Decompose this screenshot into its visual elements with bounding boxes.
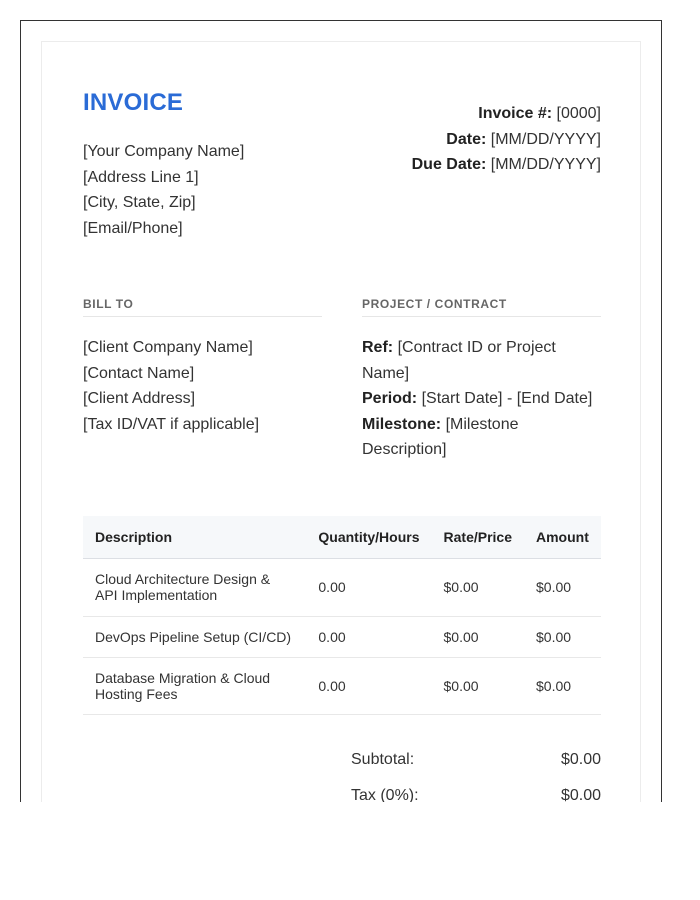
invoice-number-value: [0000] [556, 105, 601, 122]
row-description: Cloud Architecture Design & API Implementation [83, 558, 306, 616]
subtotal-value: $0.00 [560, 751, 601, 768]
row-amount: $0.00 [524, 657, 601, 714]
invoice-number-label: Invoice #: [478, 105, 553, 122]
invoice-header [83, 89, 601, 249]
project-period-label: Period: [362, 390, 418, 408]
bill-to-block [83, 297, 322, 437]
table-row [83, 558, 601, 616]
invoice-due-row [412, 152, 601, 178]
row-quantity: 0.00 [306, 616, 431, 657]
company-contact-line: [Email/Phone] [83, 219, 183, 237]
project-period-line [362, 386, 601, 412]
table-header [83, 516, 601, 558]
subtotal-row [351, 747, 601, 783]
client-address-line: [Client Address] [83, 390, 196, 408]
tax-row [351, 783, 601, 802]
invoice-sheet [41, 41, 641, 802]
invoice-due-label: Due Date: [411, 156, 487, 174]
client-company-line: [Client Company Name] [83, 339, 253, 356]
table-body [83, 558, 601, 714]
invoice-number-row [412, 101, 601, 127]
company-block [83, 139, 244, 241]
tax-value: $0.00 [560, 787, 601, 802]
subtotal-label: Subtotal: [351, 751, 415, 768]
bill-to-lines [83, 335, 322, 437]
invoice-date-label: Date: [446, 130, 487, 148]
project-block [362, 297, 601, 463]
project-lines [362, 335, 601, 463]
row-rate: $0.00 [432, 657, 524, 714]
company-city-line: [City, State, Zip] [83, 194, 196, 212]
project-ref-line [362, 335, 601, 386]
invoice-date-value: [MM/DD/YYYY] [490, 130, 601, 148]
client-tax-line: [Tax ID/VAT if applicable] [83, 415, 260, 433]
row-description: Database Migration & Cloud Hosting Fees [83, 657, 306, 714]
project-milestone-label: Milestone: [362, 415, 442, 433]
document-viewport [20, 20, 662, 802]
project-milestone-line [362, 412, 601, 463]
invoice-due-value: [MM/DD/YYYY] [490, 156, 601, 174]
client-contact-line: [Contact Name] [83, 364, 195, 382]
invoice-date-row [412, 127, 601, 153]
totals-block [351, 747, 601, 802]
invoice-title: INVOICE [83, 89, 184, 116]
row-amount: $0.00 [524, 558, 601, 616]
header-description: Description [83, 516, 306, 558]
invoice-meta [412, 101, 601, 178]
line-items-table [83, 516, 601, 715]
header-rate: Rate/Price [432, 516, 524, 558]
row-amount: $0.00 [524, 616, 601, 657]
table-row [83, 616, 601, 657]
header-amount: Amount [524, 516, 601, 558]
company-name: [Your Company Name] [83, 143, 245, 160]
table-header-row [83, 516, 601, 558]
tax-label: Tax (0%): [351, 787, 419, 802]
company-address-line: [Address Line 1] [83, 168, 199, 186]
bill-to-label: BILL TO [83, 297, 322, 317]
row-quantity: 0.00 [306, 558, 431, 616]
project-period-value: [Start Date] - [End Date] [421, 390, 593, 408]
table-row [83, 657, 601, 714]
row-quantity: 0.00 [306, 657, 431, 714]
project-milestone-value: [Milestone Description] [362, 415, 519, 459]
project-label: PROJECT / CONTRACT [362, 297, 601, 317]
project-ref-label: Ref: [362, 339, 394, 356]
row-rate: $0.00 [432, 558, 524, 616]
row-description: DevOps Pipeline Setup (CI/CD) [83, 616, 306, 657]
header-quantity: Quantity/Hours [306, 516, 431, 558]
row-rate: $0.00 [432, 616, 524, 657]
project-ref-value: [Contract ID or Project Name] [362, 339, 556, 382]
